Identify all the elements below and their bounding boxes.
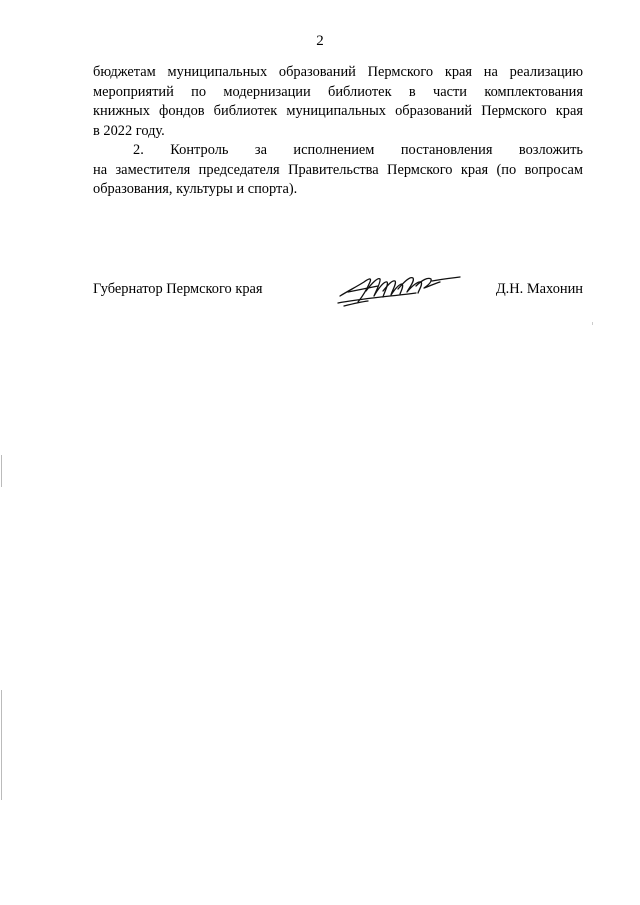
paragraph-line: в 2022 году.: [93, 122, 165, 139]
scan-edge-mark: [1, 455, 2, 487]
paragraph-line: на заместителя председателя Правительства Пермского края (по вопросам: [93, 161, 583, 178]
paragraph-line: образования, культуры и спорта).: [93, 181, 298, 197]
paragraph-2: [93, 141, 583, 200]
scan-dot-mark: [592, 322, 593, 325]
scan-edge-mark: [1, 690, 2, 800]
paragraph-1: [93, 63, 583, 141]
paragraph-line: бюджетам муниципальных образований Пермского края на реализацию: [93, 64, 583, 80]
handwritten-signature-icon: [334, 269, 464, 309]
paragraph-line: 2. Контроль за исполнением постановления возложить: [133, 142, 583, 158]
page-number: 2: [316, 33, 324, 49]
paragraph-line: книжных фондов библиотек муниципальных образований Пермского края: [93, 103, 583, 119]
paragraph-line: мероприятий по модернизации библиотек в части комплектования: [93, 83, 583, 100]
signatory-name: Д.Н. Махонин: [495, 281, 583, 297]
signatory-title: Губернатор Пермского края: [93, 281, 263, 297]
